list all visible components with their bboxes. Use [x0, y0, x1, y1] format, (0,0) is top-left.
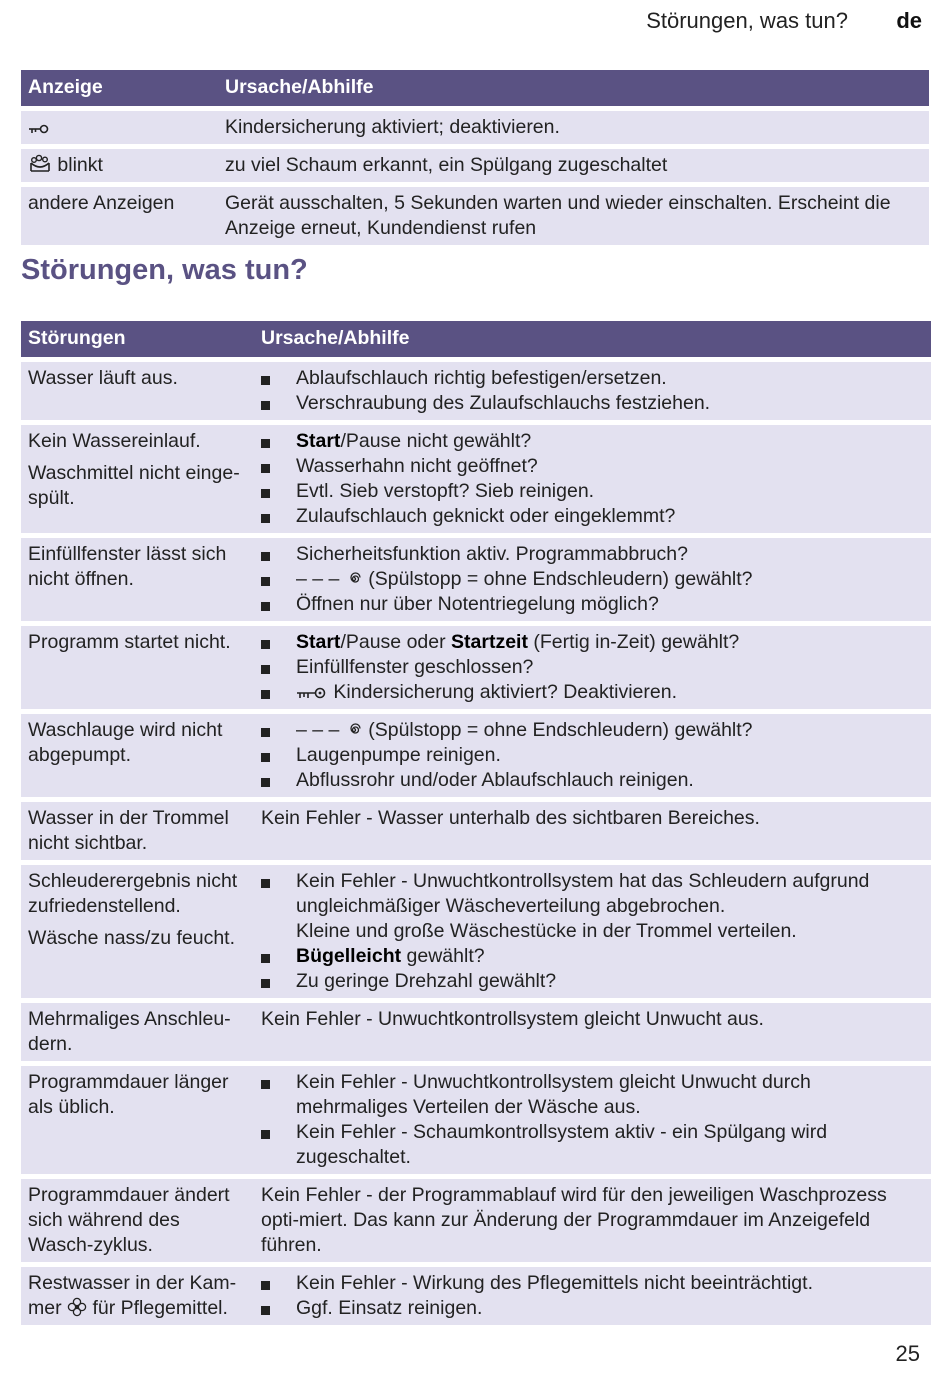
list-item: Bügelleicht gewählt? [261, 944, 924, 969]
table-row [21, 149, 929, 182]
spiral-icon [345, 721, 363, 739]
fault-text: Einfüllfenster lässt sich nicht öffnen. [28, 543, 227, 590]
column-header-fault: Störungen [21, 321, 254, 357]
cause-cell: Gerät ausschalten, 5 Sekunden warten und wieder einschalten. Erscheint die Anzeige erneut, Kundendienst rufen [218, 187, 929, 245]
remedy-cell: Kein Fehler - der Programmablauf wird für den jeweiligen Waschprozess opti-miert. Das kann zur Änderung der Programmdauer im Anzeigefeld führen. [254, 1179, 931, 1262]
key-icon [28, 122, 50, 136]
foam-icon [28, 154, 52, 174]
fault-text: Programm startet nicht. [28, 631, 231, 653]
list-item: Zulaufschlauch geknickt oder eingeklemmt? [261, 504, 924, 529]
remedy-cell [254, 626, 931, 709]
list-item: Kindersicherung aktiviert? Deaktivieren. [261, 680, 924, 705]
column-header-cause: Ursache/Abhilfe [254, 321, 931, 357]
troubleshooting-table [21, 316, 931, 1330]
spin-stop-dashes: – – – [296, 719, 340, 741]
column-header-display: Anzeige [21, 70, 218, 106]
list-item: Kein Fehler - Wirkung des Pflegemittels nicht beeinträchtigt. [261, 1271, 924, 1296]
table-row [21, 865, 931, 998]
start-label: Start [296, 430, 341, 452]
list-item: – – – (Spülstopp = ohne Endschleudern) gewählt? [261, 718, 924, 743]
list-item: Verschraubung des Zulaufschlauchs festziehen. [261, 391, 924, 416]
fault-cell [21, 1179, 254, 1262]
spiral-icon [345, 570, 363, 588]
page-number: 25 [895, 1341, 920, 1366]
list-item: Evtl. Sieb verstopft? Sieb reinigen. [261, 479, 924, 504]
fault-cell [21, 1267, 254, 1325]
remedy-cell [254, 1066, 931, 1174]
list-item: Laugenpumpe reinigen. [261, 743, 924, 768]
table-row [21, 425, 931, 533]
fault-cell [21, 362, 254, 420]
remedy-cell [254, 714, 931, 797]
remedy-cell [254, 538, 931, 621]
start-time-label: Startzeit [451, 631, 528, 653]
fault-cell [21, 714, 254, 797]
table-header-row [21, 70, 929, 106]
list-item: Einfüllfenster geschlossen? [261, 655, 924, 680]
list-item: Kein Fehler - Unwuchtkontrollsystem hat das Schleudern aufgrund ungleichmäßiger Wäscheverteilung abgebrochen. Kleine und große Wäschestücke in der Trommel verteilen. [261, 869, 924, 944]
list-item: Ggf. Einsatz reinigen. [261, 1296, 924, 1321]
flower-icon [67, 1297, 87, 1317]
remedy-cell [254, 1267, 931, 1325]
fault-cell [21, 1066, 254, 1174]
fault-cell [21, 626, 254, 709]
table-row [21, 1267, 931, 1325]
list-item: Kein Fehler - Unwuchtkontrollsystem gleicht Unwucht durch mehrmaliges Verteilen der Wäsche aus. [261, 1070, 924, 1120]
table-row [21, 802, 931, 860]
display-table [21, 65, 929, 250]
list-item: Wasserhahn nicht geöffnet? [261, 454, 924, 479]
page-header [0, 8, 950, 38]
table-row [21, 626, 931, 709]
cause-cell: Kindersicherung aktiviert; deaktivieren. [218, 111, 929, 144]
start-label: Start [296, 631, 341, 653]
list-item: Ablaufschlauch richtig befestigen/ersetzen. [261, 366, 924, 391]
fault-text: für Pflegemittel. [92, 1297, 228, 1319]
display-cell [21, 149, 218, 182]
list-item: Abflussrohr und/oder Ablaufschlauch reinigen. [261, 768, 924, 793]
list-item: – – – (Spülstopp = ohne Endschleudern) gewählt? [261, 567, 924, 592]
fault-text: Schleuderergebnis nicht zufriedenstellend. [28, 870, 238, 917]
table-row [21, 1003, 931, 1061]
fault-text: Mehrmaliges Anschleu-dern. [28, 1008, 231, 1055]
list-item: Kein Fehler - Schaumkontrollsystem aktiv - ein Spülgang wird zugeschaltet. [261, 1120, 924, 1170]
display-label: blinkt [57, 154, 103, 176]
list-item: Start/Pause nicht gewählt? [261, 429, 924, 454]
fault-cell [21, 802, 254, 860]
remedy-cell [254, 425, 931, 533]
remedy-cell: Kein Fehler - Unwuchtkontrollsystem gleicht Unwucht aus. [254, 1003, 931, 1061]
table-header-row [21, 321, 931, 357]
fault-text: Restwasser in der Kam-mer [28, 1272, 237, 1319]
remedy-cell [254, 865, 931, 998]
display-cell [21, 111, 218, 144]
remedy-cell [254, 362, 931, 420]
cause-cell: zu viel Schaum erkannt, ein Spülgang zugeschaltet [218, 149, 929, 182]
fault-text: Waschlauge wird nicht abgepumpt. [28, 719, 223, 766]
table-row [21, 111, 929, 144]
header-title: Störungen, was tun? [646, 8, 848, 33]
fault-cell [21, 425, 254, 533]
fault-cell [21, 1003, 254, 1061]
list-item: Zu geringe Drehzahl gewählt? [261, 969, 924, 994]
list-item: Sicherheitsfunktion aktiv. Programmabbruch? [261, 542, 924, 567]
table-row [21, 187, 929, 245]
display-cell: andere Anzeigen [21, 187, 218, 245]
fault-text: Programmdauer länger als üblich. [28, 1071, 229, 1118]
list-item: Öffnen nur über Notentriegelung möglich? [261, 592, 924, 617]
remedy-cell: Kein Fehler - Wasser unterhalb des sichtbaren Bereiches. [254, 802, 931, 860]
table-row [21, 538, 931, 621]
section-title: Störungen, was tun? [21, 254, 308, 286]
fault-text: Programmdauer ändert sich während des Wasch-zyklus. [28, 1184, 230, 1256]
fault-cell [21, 865, 254, 998]
table-row [21, 1066, 931, 1174]
table-row [21, 1179, 931, 1262]
header-language: de [896, 8, 922, 33]
list-item: Start/Pause oder Startzeit (Fertig in-Zeit) gewählt? [261, 630, 924, 655]
table-row [21, 362, 931, 420]
easy-iron-label: Bügelleicht [296, 945, 402, 967]
fault-text: Kein Wassereinlauf. [28, 430, 201, 452]
fault-text: Wasser in der Trommel nicht sichtbar. [28, 807, 229, 854]
fault-cell [21, 538, 254, 621]
fault-text: Waschmittel nicht einge-spült. [28, 462, 240, 509]
column-header-cause: Ursache/Abhilfe [218, 70, 929, 106]
table-row [21, 714, 931, 797]
key-icon [296, 685, 328, 701]
fault-text: Wäsche nass/zu feucht. [28, 927, 236, 949]
spin-stop-dashes: – – – [296, 568, 340, 590]
fault-text: Wasser läuft aus. [28, 367, 178, 389]
